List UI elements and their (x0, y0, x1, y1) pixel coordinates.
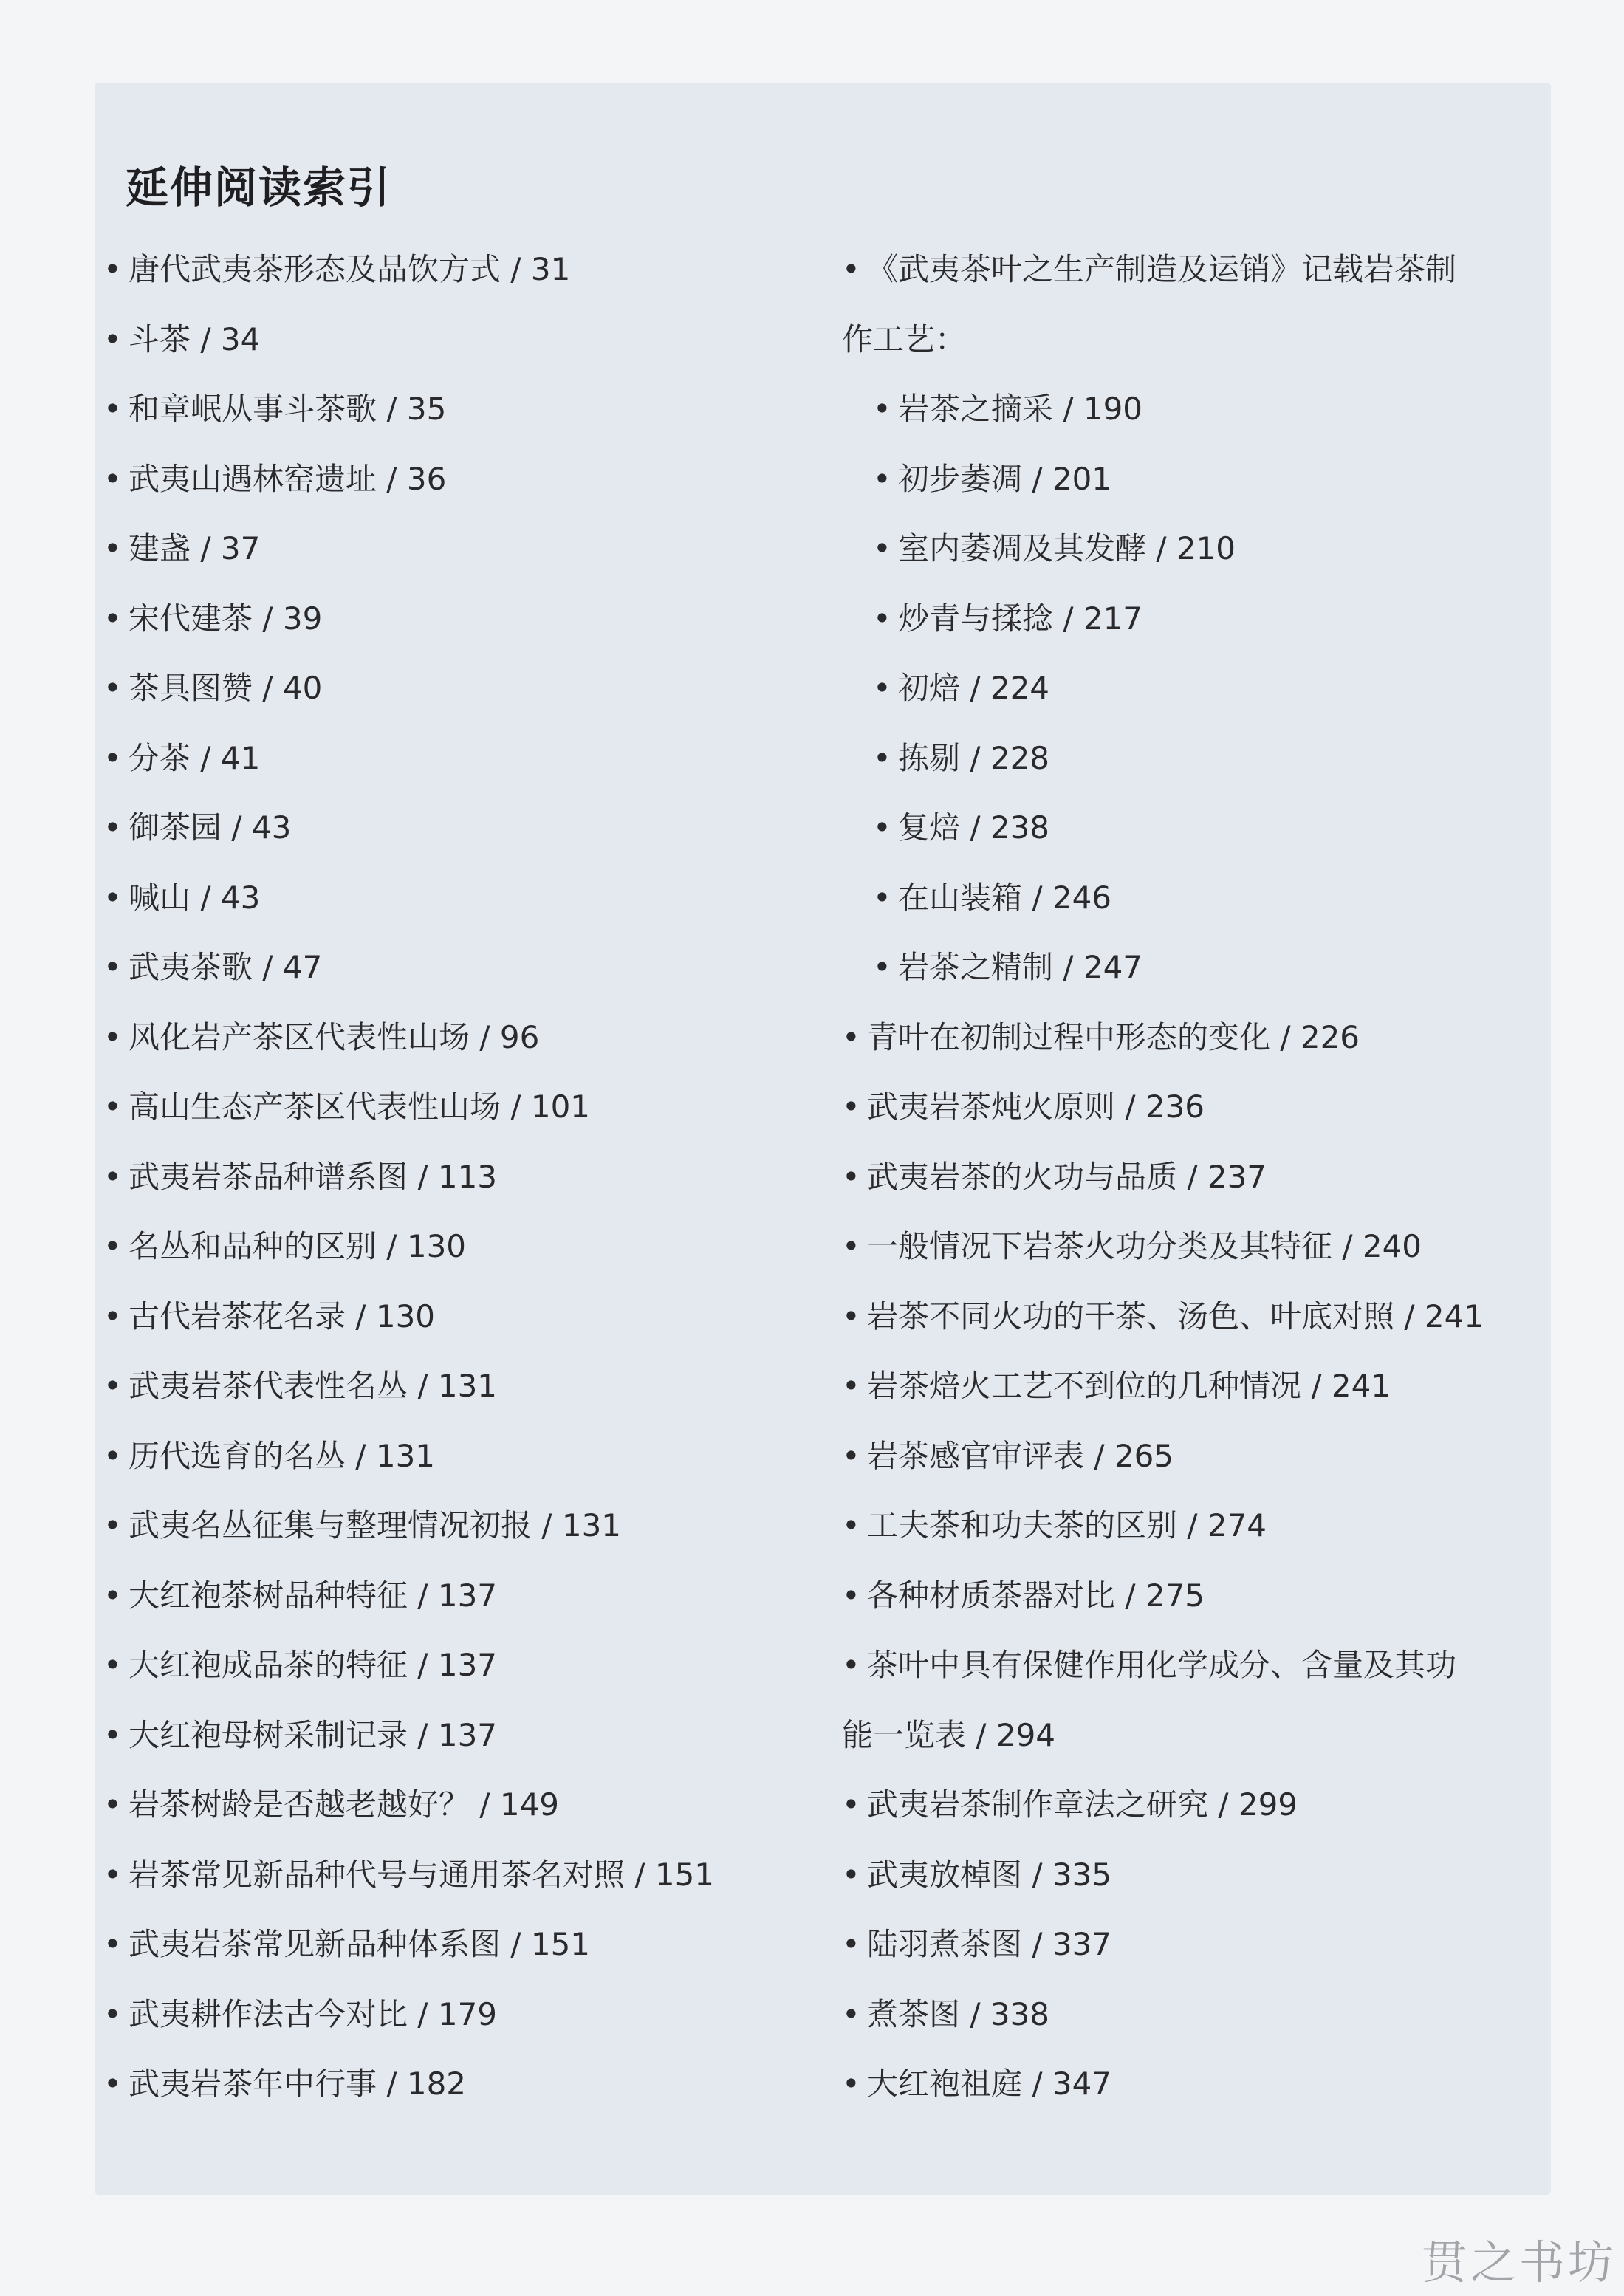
index-entry-text: 茶叶中具有保健作用化学成分、含量及其功 (867, 1647, 1457, 1683)
right-index-entry (842, 1085, 1205, 1129)
index-entry-text: 喊山 / 43 (129, 879, 261, 916)
left-index-entry (103, 247, 570, 292)
left-index-entry (103, 1434, 435, 1478)
left-index-entry (103, 1783, 559, 1827)
index-entry-text: 陆羽煮茶图 / 337 (867, 1926, 1112, 1962)
left-index-entry (103, 1295, 435, 1339)
bullet-icon: • (842, 251, 860, 287)
bullet-icon: • (103, 460, 122, 497)
right-index-subentry (873, 527, 1236, 571)
bullet-icon: • (103, 879, 122, 916)
index-entry-text: 工夫茶和功夫茶的区别 / 274 (867, 1507, 1267, 1543)
index-entry-text: 《武夷茶叶之生产制造及运销》记载岩茶制 (867, 251, 1457, 287)
index-entry-text: 煮茶图 / 338 (867, 1995, 1050, 2032)
left-index-entry (103, 1992, 497, 2037)
right-index-entry (842, 1434, 1174, 1478)
bullet-icon: • (103, 1228, 122, 1264)
index-entry-text: 岩茶感官审评表 / 265 (867, 1437, 1174, 1474)
left-index-entry (103, 876, 260, 920)
bullet-icon: • (873, 879, 891, 916)
index-entry-text: 武夷耕作法古今对比 / 179 (129, 1995, 498, 2032)
bullet-icon: • (842, 1786, 860, 1823)
bullet-icon: • (842, 1158, 860, 1195)
bullet-icon: • (103, 1647, 122, 1683)
index-entry-text: 武夷岩茶炖火原则 / 236 (867, 1089, 1205, 1125)
bullet-icon: • (103, 251, 122, 287)
right-index-entry (842, 1643, 1456, 1687)
bullet-icon: • (842, 1856, 860, 1893)
index-entry-text: 复焙 / 238 (898, 809, 1050, 846)
bullet-icon: • (103, 600, 122, 637)
bullet-icon: • (103, 1089, 122, 1125)
left-index-entry (103, 1643, 497, 1687)
left-index-entry (103, 1504, 621, 1548)
page-title: 延伸阅读索引 (126, 162, 392, 213)
bullet-icon: • (103, 1716, 122, 1753)
index-entry-text: 御茶园 / 43 (129, 809, 292, 846)
bullet-icon: • (103, 1507, 122, 1543)
right-index-entry (842, 1364, 1391, 1408)
bullet-icon: • (842, 1577, 860, 1614)
index-entry-text: 武夷岩茶代表性名丛 / 131 (129, 1368, 498, 1404)
index-entry-text: 武夷岩茶常见新品种体系图 / 151 (129, 1926, 591, 1962)
right-index-header (842, 247, 1456, 292)
left-index-entry (103, 597, 322, 641)
bullet-icon: • (103, 530, 122, 566)
left-index-entry (103, 1713, 497, 1758)
index-entry-text: 在山装箱 / 246 (898, 879, 1112, 916)
index-entry-text: 武夷岩茶品种谱系图 / 113 (129, 1158, 498, 1195)
bullet-icon: • (103, 1158, 122, 1195)
right-index-entry (842, 1574, 1205, 1618)
index-entry-text: 大红袍母树采制记录 / 137 (129, 1716, 498, 1753)
left-index-entry (103, 945, 322, 990)
bullet-icon: • (842, 1228, 860, 1264)
right-index-header-cont (842, 318, 966, 362)
left-index-entry (103, 318, 260, 362)
bullet-icon: • (842, 1298, 860, 1334)
left-index-entry (103, 1574, 497, 1618)
index-entry-text: 宋代建茶 / 39 (129, 600, 323, 637)
bullet-icon: • (873, 670, 891, 706)
bullet-icon: • (103, 1368, 122, 1404)
index-entry-text: 风化岩产茶区代表性山场 / 96 (129, 1018, 540, 1055)
right-index-subentry (873, 945, 1142, 990)
right-index-entry (842, 1992, 1049, 2037)
index-entry-text: 作工艺： (842, 321, 967, 357)
bullet-icon: • (103, 670, 122, 706)
bullet-icon: • (873, 809, 891, 846)
left-index-entry (103, 736, 260, 781)
bullet-icon: • (103, 1856, 122, 1893)
index-entry-text: 一般情况下岩茶火功分类及其特征 / 240 (867, 1228, 1422, 1264)
left-index-entry (103, 1015, 539, 1060)
left-index-entry (103, 806, 291, 850)
watermark-text: 贯之书坊 (1421, 2235, 1617, 2289)
index-entry-text: 大红袍祖庭 / 347 (867, 2066, 1112, 2102)
index-entry-text: 初步萎凋 / 201 (898, 460, 1112, 497)
bullet-icon: • (103, 1018, 122, 1055)
bullet-icon: • (873, 949, 891, 985)
right-index-subentry (873, 666, 1049, 710)
bullet-icon: • (842, 1507, 860, 1543)
left-index-entry (103, 527, 260, 571)
index-entry-text: 茶具图赞 / 40 (129, 670, 323, 706)
index-entry-text: 各种材质茶器对比 / 275 (867, 1577, 1205, 1614)
bullet-icon: • (873, 600, 891, 637)
index-entry-text: 武夷山遇林窑遗址 / 36 (129, 460, 447, 497)
bullet-icon: • (103, 949, 122, 985)
left-index-entry (103, 1155, 497, 1199)
bullet-icon: • (842, 1995, 860, 2032)
bullet-icon: • (873, 530, 891, 566)
index-entry-text: 建盏 / 37 (129, 530, 261, 566)
index-entry-text: 高山生态产茶区代表性山场 / 101 (129, 1089, 591, 1125)
left-index-entry (103, 1085, 590, 1129)
index-entry-text: 能一览表 / 294 (842, 1716, 1056, 1753)
bullet-icon: • (842, 1437, 860, 1474)
index-entry-text: 古代岩茶花名录 / 130 (129, 1298, 436, 1334)
left-index-entry (103, 387, 446, 431)
index-entry-text: 室内萎凋及其发酵 / 210 (898, 530, 1236, 566)
index-entry-text: 岩茶不同火功的干茶、汤色、叶底对照 / 241 (867, 1298, 1484, 1334)
right-index-entry (842, 1922, 1111, 1967)
left-index-entry (103, 1364, 497, 1408)
right-index-subentry (873, 387, 1142, 431)
bullet-icon: • (873, 391, 891, 427)
bullet-icon: • (842, 1647, 860, 1683)
right-index-entry (842, 1504, 1267, 1548)
index-entry-text: 武夷岩茶制作章法之研究 / 299 (867, 1786, 1298, 1823)
index-entry-text: 武夷岩茶年中行事 / 182 (129, 2066, 467, 2102)
index-entry-text: 斗茶 / 34 (129, 321, 261, 357)
right-index-entry (842, 1015, 1360, 1060)
right-index-subentry (873, 736, 1049, 781)
bullet-icon: • (103, 1577, 122, 1614)
right-index-subentry (873, 597, 1142, 641)
bullet-icon: • (103, 1786, 122, 1823)
index-entry-text: 拣剔 / 228 (898, 739, 1050, 776)
index-entry-text: 初焙 / 224 (898, 670, 1050, 706)
bullet-icon: • (103, 739, 122, 776)
bullet-icon: • (103, 1995, 122, 2032)
bullet-icon: • (103, 1298, 122, 1334)
bullet-icon: • (103, 321, 122, 357)
right-index-subentry (873, 457, 1111, 501)
index-entry-text: 历代选育的名丛 / 131 (129, 1437, 436, 1474)
bullet-icon: • (103, 809, 122, 846)
right-index-entry (842, 1853, 1111, 1897)
bullet-icon: • (842, 1926, 860, 1962)
right-index-entry (842, 1224, 1422, 1269)
bullet-icon: • (103, 1926, 122, 1962)
index-entry-text: 武夷茶歌 / 47 (129, 949, 323, 985)
index-entry-text: 武夷放棹图 / 335 (867, 1856, 1112, 1893)
bullet-icon: • (873, 739, 891, 776)
index-entry-text: 岩茶树龄是否越老越好？ / 149 (129, 1786, 560, 1823)
right-index-subentry (873, 806, 1049, 850)
index-entry-text: 武夷名丛征集与整理情况初报 / 131 (129, 1507, 622, 1543)
index-entry-text: 岩茶焙火工艺不到位的几种情况 / 241 (867, 1368, 1391, 1404)
bullet-icon: • (842, 1368, 860, 1404)
index-entry-text: 岩茶常见新品种代号与通用茶名对照 / 151 (129, 1856, 715, 1893)
bullet-icon: • (103, 1437, 122, 1474)
right-index-subentry (873, 876, 1111, 920)
bullet-icon: • (103, 2066, 122, 2102)
right-index-entry (842, 1783, 1298, 1827)
index-entry-text: 岩茶之摘采 / 190 (898, 391, 1143, 427)
left-index-entry (103, 457, 446, 501)
bullet-icon: • (842, 2066, 860, 2102)
index-entry-text: 岩茶之精制 / 247 (898, 949, 1143, 985)
right-index-entry-cont (842, 1713, 1055, 1758)
left-index-entry (103, 1853, 714, 1897)
bullet-icon: • (873, 460, 891, 497)
index-entry-text: 大红袍茶树品种特征 / 137 (129, 1577, 498, 1614)
left-index-entry (103, 1922, 590, 1967)
bullet-icon: • (842, 1018, 860, 1055)
right-index-entry (842, 1155, 1267, 1199)
left-index-entry (103, 1224, 466, 1269)
index-entry-text: 青叶在初制过程中形态的变化 / 226 (867, 1018, 1360, 1055)
right-index-entry (842, 2062, 1111, 2106)
left-index-entry (103, 2062, 466, 2106)
index-entry-text: 和章岷从事斗茶歌 / 35 (129, 391, 447, 427)
index-entry-text: 大红袍成品茶的特征 / 137 (129, 1647, 498, 1683)
bullet-icon: • (103, 391, 122, 427)
index-entry-text: 炒青与揉捻 / 217 (898, 600, 1143, 637)
index-entry-text: 名丛和品种的区别 / 130 (129, 1228, 467, 1264)
index-entry-text: 分茶 / 41 (129, 739, 261, 776)
left-index-entry (103, 666, 322, 710)
bullet-icon: • (842, 1089, 860, 1125)
right-index-entry (842, 1295, 1484, 1339)
index-entry-text: 武夷岩茶的火功与品质 / 237 (867, 1158, 1267, 1195)
index-entry-text: 唐代武夷茶形态及品饮方式 / 31 (129, 251, 571, 287)
